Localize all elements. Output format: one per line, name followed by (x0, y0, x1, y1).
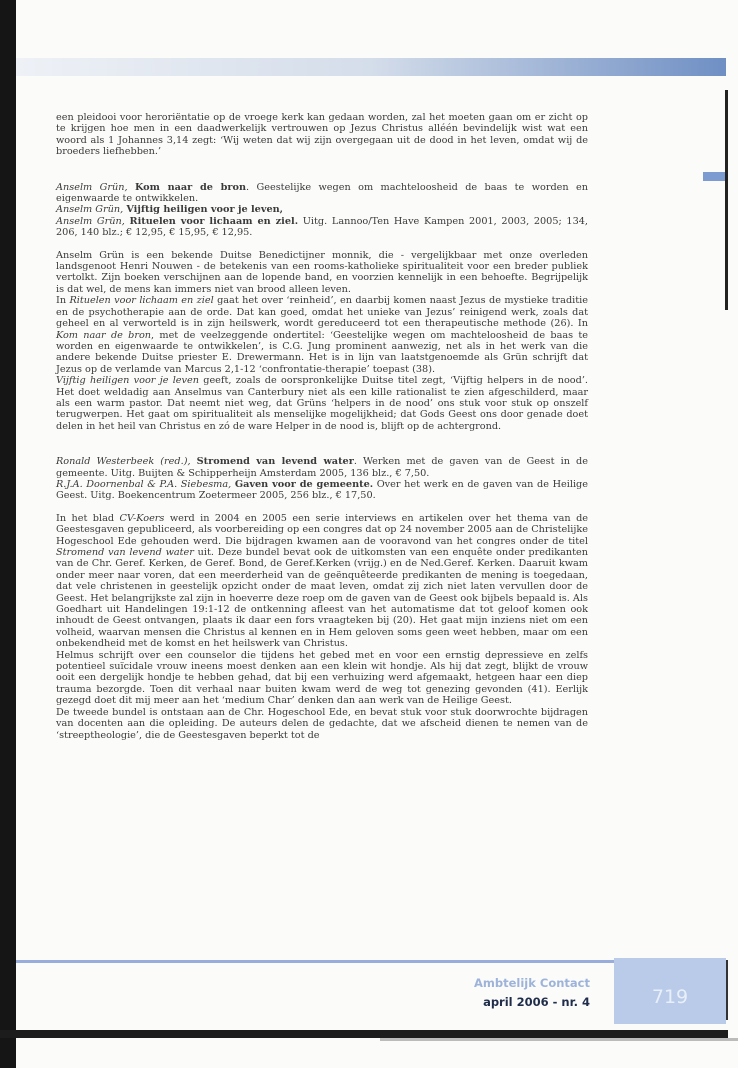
header-color-band (16, 58, 726, 76)
review1-heading-1: Anselm Grün, Kom naar de bron. Geestelijke wegen om machteloosheid de baas te worden en eigenwaarde te ontwikkelen. (56, 181, 588, 205)
review2-heading-2: R.J.A. Doornenbal & P.A. Siebesma, Gaven voor de gemeente. Over het werk en de gaven van de Heilige Geest. Uitg. Boekencentrum Zoetermeer 2005, 256 blz., € 17,50. (56, 478, 588, 502)
magazine-title: Ambtelijk Contact (474, 976, 590, 990)
side-tab-marker (703, 172, 725, 181)
scan-edge-bottom-shadow (380, 1038, 738, 1041)
review1-heading-3: Anselm Grün, Rituelen voor lichaam en ziel. Uitg. Lannoo/Ten Have Kampen 2001, 2003, 2005; 134, 206, 140 blz.; € 12,95, € 15,95, € 12,95. (56, 215, 589, 239)
review1-paragraph-3: Vijftig heiligen voor je leven geeft, zoals de oorspronkelijke Duitse titel zegt, ‘Vijftig helpers in de nood’. Het doet weldadig aan Anselmus van Canterbury niet als een kille rationalist te zien afgeschilderd, maar als een warm pastor. Dat neemt niet weg, dat Grüns ‘helpers in de nood’ ons stuk voor stuk op onszelf terugwerpen. Het gaat om spiritualiteit als menselijke mogelijkheid; dat Gods Geest ons door genade doet delen in het heil van Christus en zó de ware Helper in de nood is, blijft op de achtergrond. (56, 375, 589, 432)
review2-paragraph-1: In het blad CV-Koers werd in 2004 en 2005 een serie interviews en artikelen over het thema van de Geestesgaven gepubliceerd, als voorbereiding op een congres dat op 24 november 2005 aan de Christelijke Hogeschool Ede gehouden werd. Die bijdragen kwamen aan de vooravond van het congres onder de titel Stromend van levend water uit. Deze bundel bevat ook de uitkomsten van een enquête onder predikanten van de Chr. Geref. Kerken, de Geref. Bond, de Geref.Kerken (vrijg.) en de Ned.Geref. Kerken. Daaruit kwam onder meer naar voren, dat een meerderheid van de geënquêteerde predikanten de mening is toegedaan, dat vele christenen in geestelijk opzicht onder de maat leven, omdat zij zich niet laten vervullen door de Geest. Het belangrijkste zal zijn in hoeverre deze roep om de gaven van de Geest ook bijbels bepaald is. Als Goedhart uit Handelingen 19:1-12 de ontkenning afleest van het automatisme dat tot geloof komen ook inhoudt de Geest ontvangen, plaats ik daar een fors vraagteken bij (20). Het gaat mijn inziens niet om een volheid, waarvan mensen die Christus al kennen en in Hem geloven soms geen weet hebben, maar om een onbekendheid met de komst en het heilswerk van Christus. (56, 512, 588, 650)
scan-edge-right (725, 90, 728, 310)
scan-edge-left (0, 0, 16, 1068)
review2-heading-1: Ronald Westerbeek (red.), Stromend van levend water. Werken met de gaven van de Geest in de gemeente. Uitg. Buijten & Schipperheijn Amsterdam 2005, 136 blz., € 7,50. (56, 456, 588, 479)
page-number: 719 (651, 986, 689, 1008)
article-body (56, 112, 588, 741)
review2-paragraph-3: De tweede bundel is ontstaan aan de Chr. Hogeschool Ede, en bevat stuk voor stuk doorwrochte bijdragen van docenten aan die opleiding. De auteurs delen de gedachte, dat we afscheid dienen te nemen van de ‘streeptheologie’, die de Geestesgaven beperkt tot de (56, 706, 588, 741)
review2-paragraph-2: Helmus schrijft over een counselor die tijdens het gebed met en voor een ernstig depressieve en zelfs potentieel suïcidale vrouw ineens moest denken aan een klein wit hondje. Als hij dat zegt, blijkt de vrouw ooit een dergelijk hondje te hebben gehad, dat bij een verhuizing werd afgemaakt, hetgeen haar een diep trauma bezorgde. Toen dit verhaal naar buiten kwam werd de weg tot genezing gevonden (41). Eerlijk gezegd doet dit mij meer aan het ‘medium Char’ denken dan aan werk van de Heilige Geest. (56, 649, 588, 707)
scan-edge-bottom (0, 1030, 728, 1038)
review1-heading-2: Anselm Grün, Vijftig heiligen voor je leven, (56, 204, 284, 216)
footer-color-band (16, 960, 630, 963)
intro-paragraph: een pleidooi voor heroriëntatie op de vroege kerk kan gedaan worden, zal het moeten gaan om er zicht op te krijgen hoe men in een daadwerkelijk vertrouwen op Jezus Christus alléén bevindelijk wist wat een woord als 1 Johannes 3,14 zegt: ‘Wij weten dat wij zijn overgegaan uit de dood in het leven, omdat wij de broeders liefhebben.’ (56, 112, 588, 158)
review1-paragraph-2: In Rituelen voor lichaam en ziel gaat het over ‘reinheid’, en daarbij komen naast Jezus de mystieke traditie en de psychotherapie aan de orde. Dat kan goed, omdat het unieke van Jezus’ reinigend werk, zoals dat geheel en al verworteld is in zijn heilswerk, wordt gereduceerd tot een therapeutische methode (26). In Kom naar de bron, met de veelzeggende ondertitel: ‘Geestelijke wegen om machteloosheid de baas te worden en eigenwaarde te ontwikkelen’, is C.G. Jung prominent aanwezig, net als in het werk van die andere bekende Duitse priester E. Drewermann. Het is in lijn van laatstgenoemde als Grün schrijft dat Jezus op de verlamde van Marcus 2,1-12 ‘confrontatie-therapie’ toepast (38). (56, 295, 588, 375)
issue-label: april 2006 - nr. 4 (483, 995, 590, 1009)
review1-paragraph-1: Anselm Grün is een bekende Duitse Benedictijner monnik, die - vergelijkbaar met onze overleden landsgenoot Henri Nouwen - de betekenis van een rooms-katholieke spiritualiteit voor een breder publiek vertolkt. Zijn boeken verschijnen aan de lopende band, en voorzien kennelijk in een behoefte. Begrijpelijk is dat wel, de mens kan immers niet van brood alleen leven. (56, 249, 588, 295)
